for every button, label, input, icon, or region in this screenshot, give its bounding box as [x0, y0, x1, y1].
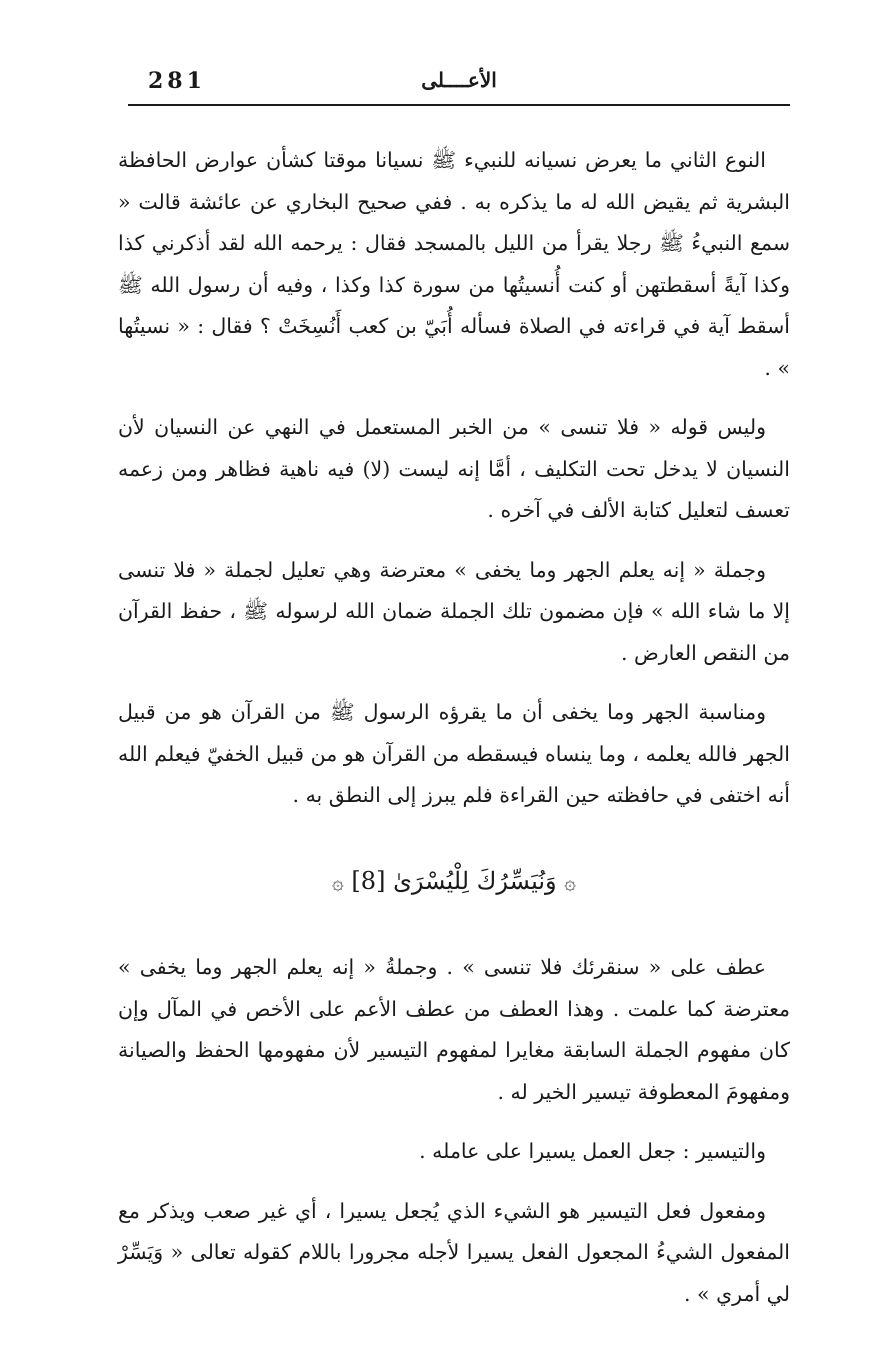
verse-number: [8] [351, 866, 386, 895]
paragraph-parenthetical: وجملة « إنه يعلم الجهر وما يخفى » معترضة وهي تعليل لجملة « فلا تنسى إلا ما شاء الله » فإن مضمون تلك الجملة ضمان الله لرسوله ﷺ ، حفظ القرآن من النقص العارض . [118, 557, 790, 665]
paragraph-conjunction: عطف على « سنقرئك فلا تنسى » . وجملةُ « إنه يعلم الجهر وما يخفى » معترضة كما علمت . وهذا العطف من عطف الأعم على الأخص في المآل وإن كان مفهوم الجملة السابقة مغايرا لمفهوم التيسير لأن مفهومها الحفظ والصيانة ومفهومَ المعطوفة تيسير الخير له . [118, 955, 790, 1104]
verse-ornament-close: ۞ [332, 869, 344, 894]
paragraph-forgetting-types: النوع الثاني ما يعرض نسيانه للنبيء ﷺ نسيانا موقتا كشأن عوارض الحافظة البشرية ثم يقيض الله له ما يذكره به . ففي صحيح البخاري عن عائشة قالت « سمع النبيءُ ﷺ رجلا يقرأ من الليل بالمسجد فقال : يرحمه الله لقد أذكرني كذا وكذا آيةً أسقطتهن أو كنت أُنسيتُها من سورة كذا وكذا ، وفيه أن رسول الله ﷺ أسقط آية في قراءته في الصلاة فسأله أُبَيّ بن كعب أَنُسِخَتْ ؟ فقال : « نسيتُها » . [118, 148, 790, 380]
header-divider [128, 104, 790, 106]
page-number: 281 [148, 68, 206, 94]
paragraph-relevance: ومناسبة الجهر وما يخفى أن ما يقرؤه الرسول ﷺ من القرآن هو من قبيل الجهر فالله يعلمه ، وما ينساه فيسقطه من القرآن هو من قبيل الخفيّ فيعلم الله أنه اختفى في حافظته حين القراءة فلم يبرز إلى النطق به . [118, 700, 790, 807]
running-title: الأعــــلى [421, 68, 497, 92]
page-header [128, 62, 790, 104]
page-body [118, 140, 790, 1315]
quran-verse [118, 861, 790, 904]
verse-text: وَنُيَسِّرُكَ لِلْيُسْرَىٰ [393, 866, 557, 895]
paragraph-object: ومفعول فعل التيسير هو الشيء الذي يُجعل يسيرا ، أي غير صعب ويذكر مع المفعول الشيءُ المجعول الفعل يسيرا لأجله مجرورا باللام كقوله تعالى « وَيَسِّرْ لي أمري » . [118, 1198, 790, 1306]
paragraph-definition: والتيسير : جعل العمل يسيرا على عامله . [419, 1139, 766, 1163]
paragraph-prohibition: وليس قوله « فلا تنسى » من الخبر المستعمل في النهي عن النسيان لأن النسيان لا يدخل تحت التكليف ، أمَّا إنه ليست (لا) فيه ناهية فظاهر ومن زعمه تعسف لتعليل كتابة الألف في آخره . [118, 415, 790, 522]
verse-ornament-open: ۞ [564, 869, 576, 894]
